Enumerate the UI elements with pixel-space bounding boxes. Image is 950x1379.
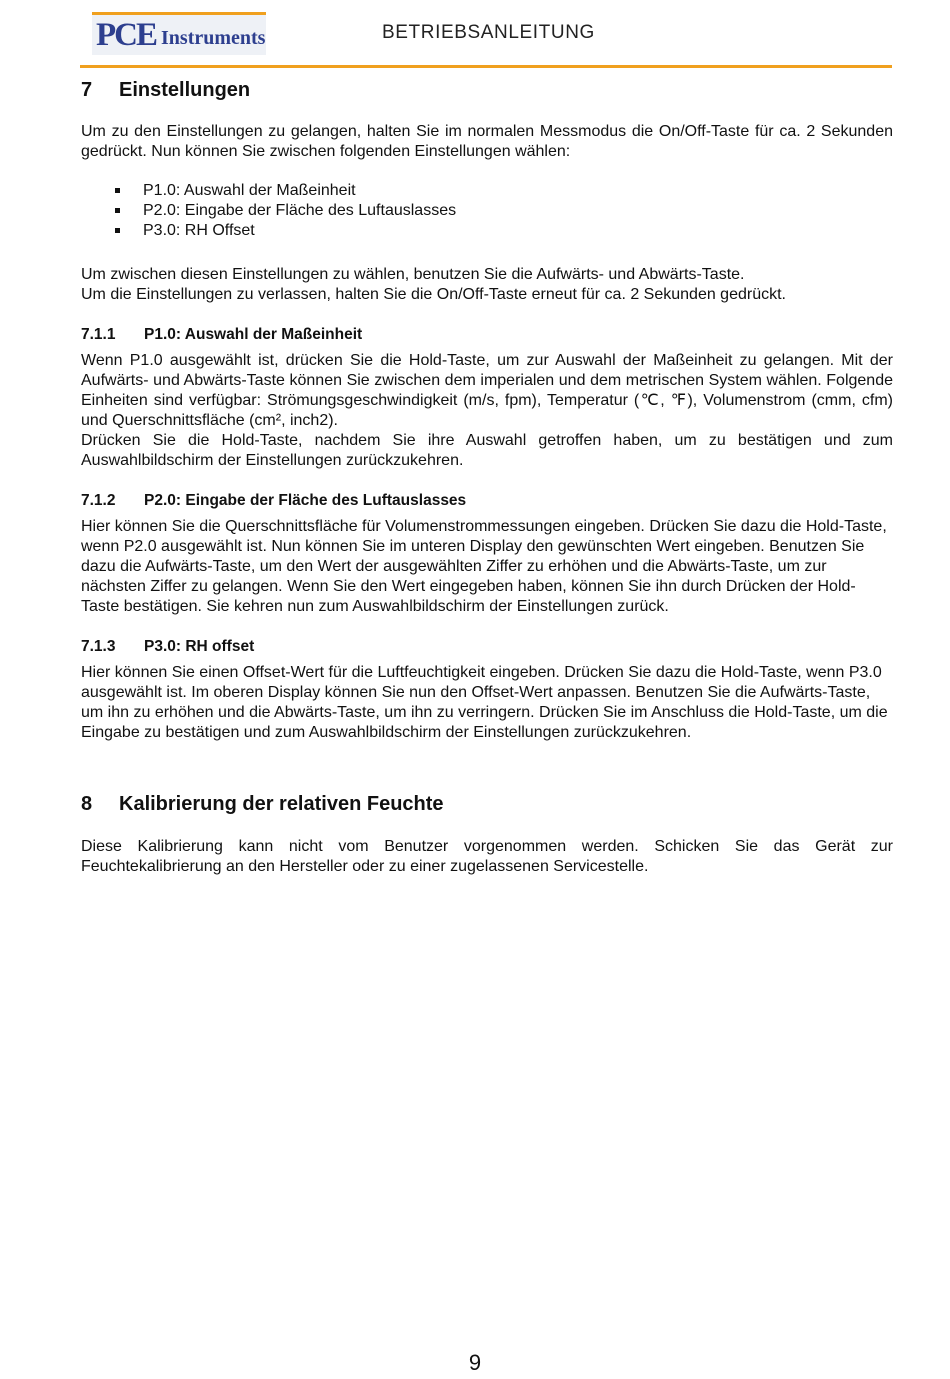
settings-list: [81, 181, 893, 241]
subsection-712-title: P2.0: Eingabe der Fläche des Luftauslasses: [144, 492, 467, 509]
list-item-text: P1.0: Auswahl der Maßeinheit: [143, 182, 356, 199]
page-number: 9: [468, 1350, 482, 1375]
section-7-title: Einstellungen: [119, 79, 251, 101]
subsection-711-heading: [81, 325, 893, 345]
subsection-713-title: P3.0: RH offset: [144, 638, 255, 655]
bullet-icon: [115, 228, 120, 233]
page-header: [80, 12, 892, 68]
bullet-icon: [115, 188, 120, 193]
settings-navigation-text: Um zwischen diesen Einstellungen zu wählen, benutzen Sie die Aufwärts- und Abwärts-Taste.: [81, 266, 745, 283]
subsection-711-title: P1.0: Auswahl der Maßeinheit: [144, 326, 363, 343]
subsection-711-number: 7.1.1: [81, 326, 116, 343]
document-type-title: BETRIEBSANLEITUNG: [382, 22, 595, 43]
section-8-heading: [81, 790, 893, 818]
subsection-712-number: 7.1.2: [81, 492, 116, 509]
section-8-title: Kalibrierung der relativen Feuchte: [119, 793, 444, 815]
header-divider: [80, 65, 892, 68]
list-item: [81, 221, 893, 241]
page-content: [81, 76, 893, 877]
settings-exit-text: Um die Einstellungen zu verlassen, halten Sie die On/Off-Taste erneut für ca. 2 Sekunden gedrückt.: [81, 286, 786, 303]
section-8-paragraph: Diese Kalibrierung kann nicht vom Benutzer vorgenommen werden. Schicken Sie das Gerät zur Feuchtekalibrierung an den Hersteller oder zu einer zugelassenen Servicestelle.: [81, 838, 893, 875]
subsection-712-paragraph: Hier können Sie die Querschnittsfläche für Volumenstrommessungen eingeben. Drücken Sie dazu die Hold-Taste, wenn P2.0 ausgewählt ist. Nun können Sie im unteren Display den gewünschten Wert eingeben. Benutzen Sie dazu die Aufwärts-Taste, um den Wert der ausgewählten Ziffer zu erhöhen und die Abwärts-Taste, um zur nächsten Ziffer zu gelangen. Wenn Sie den Wert eingegeben haben, können Sie ihn durch Drücken der Hold-Taste bestätigen. Sie kehren nun zum Auswahlbildschirm der Einstellungen zurück.: [81, 518, 887, 615]
subsection-711-paragraph-1: Wenn P1.0 ausgewählt ist, drücken Sie die Hold-Taste, um zur Auswahl der Maßeinheit zu gelangen. Mit der Aufwärts- und Abwärts-Taste können Sie zwischen dem imperialen und dem metrischen System wählen. Folgende Einheiten sind verfügbar: Strömungsgeschwindigkeit (m/s, fpm), Temperatur (℃, ℉), Volumenstrom (cmm, cfm) und Querschnittsfläche (cm², inch2).: [81, 352, 893, 429]
subsection-713-paragraph: Hier können Sie einen Offset-Wert für die Luftfeuchtigkeit eingeben. Drücken Sie dazu die Hold-Taste, wenn P3.0 ausgewählt ist. Im oberen Display können Sie nun den Offset-Wert anpassen. Benutzen Sie die Aufwärts-Taste, um ihn zu erhöhen und die Abwärts-Taste, um ihn zu verringern. Drücken Sie im Anschluss die Hold-Taste, um die Eingabe zu bestätigen und zum Auswahlbildschirm der Einstellungen zurückzukehren.: [81, 664, 888, 741]
logo-instruments-text: Instruments: [161, 27, 266, 49]
list-item-text: P3.0: RH Offset: [143, 222, 255, 239]
subsection-713-heading: [81, 637, 893, 657]
subsection-713-number: 7.1.3: [81, 638, 116, 655]
list-item: [81, 201, 893, 221]
section-7-intro: Um zu den Einstellungen zu gelangen, halten Sie im normalen Messmodus die On/Off-Taste für ca. 2 Sekunden gedrückt. Nun können Sie zwischen folgenden Einstellungen wählen:: [81, 123, 893, 160]
subsection-711-paragraph-2: Drücken Sie die Hold-Taste, nachdem Sie ihre Auswahl getroffen haben, um zu bestätigen und zum Auswahlbildschirm der Einstellungen zurückzukehren.: [81, 432, 893, 469]
list-item-text: P2.0: Eingabe der Fläche des Luftauslasses: [143, 202, 457, 219]
section-8-number: 8: [81, 793, 93, 815]
bullet-icon: [115, 208, 120, 213]
logo-pce-text: PCE: [96, 16, 156, 53]
subsection-712-heading: [81, 491, 893, 511]
section-7-heading: [81, 76, 893, 104]
list-item: [81, 181, 893, 201]
section-7-number: 7: [81, 79, 93, 101]
pce-instruments-logo: [92, 12, 266, 55]
